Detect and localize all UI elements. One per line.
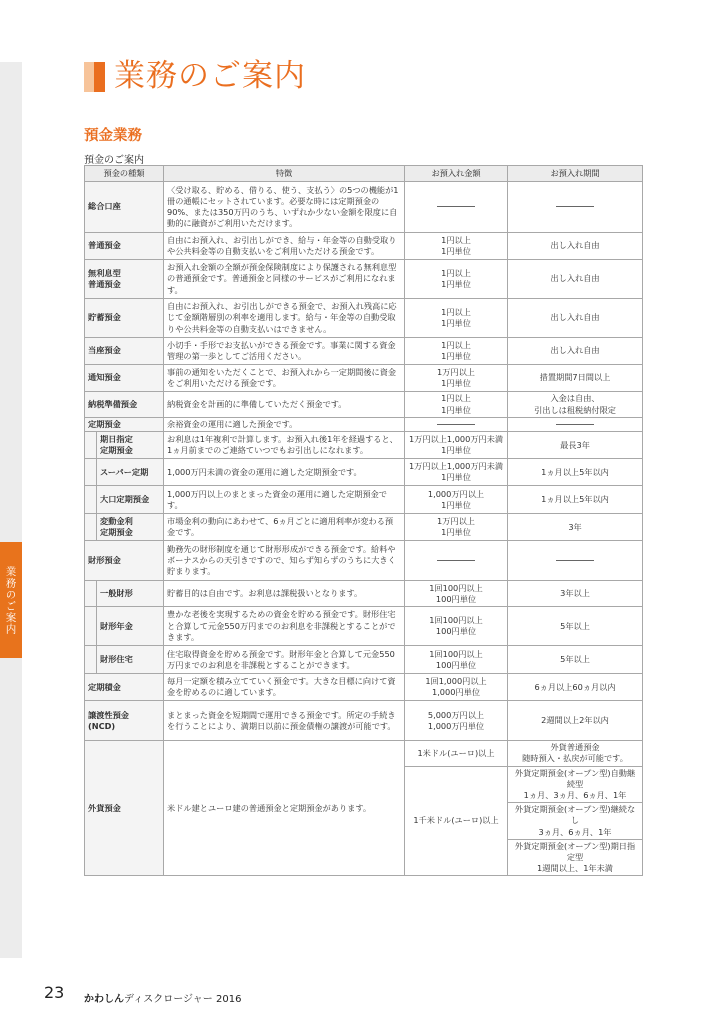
row-period: 外貨普通預金 随時預入・払戻が可能です。	[508, 741, 643, 766]
row-period-dash	[508, 418, 643, 432]
row-period-dash	[508, 541, 643, 581]
row-name: 財形住宅	[97, 646, 164, 674]
row-period: 6ヵ月以上60ヵ月以内	[508, 674, 643, 701]
title-accent-light	[84, 62, 94, 92]
header-period: お預入れ期間	[508, 166, 643, 182]
row-amount: 1万円以上 1円単位	[405, 514, 508, 541]
page-number: 23	[44, 983, 65, 1002]
row-period: 1ヵ月以上5年以内	[508, 486, 643, 514]
table-row	[85, 701, 643, 741]
indent-cell	[85, 459, 97, 486]
dash-mark	[556, 206, 594, 207]
row-feature: 自由にお預入れ、お引出しができる預金で、お預入れ残高に応じて金額階層別の利率を適用します。給与・年金等の自動受取りや公共料金等の自動支払いはできません。	[164, 299, 405, 338]
dash-mark	[556, 424, 594, 425]
row-name: 一般財形	[97, 581, 164, 607]
row-amount: 5,000万円以上 1,000万円単位	[405, 701, 508, 741]
indent-cell	[85, 646, 97, 674]
row-amount: 1回100円以上 100円単位	[405, 607, 508, 646]
row-amount: 1円以上 1円単位	[405, 260, 508, 299]
row-feature: 勤務先の財形制度を通じて財形形成ができる預金です。給料やボーナスからの天引きですので、知らず知らずのうちに大きく貯まります。	[164, 541, 405, 581]
header-amount: お預入れ金額	[405, 166, 508, 182]
row-period: 3年以上	[508, 581, 643, 607]
row-feature: 〈受け取る、貯める、借りる、使う、支払う〉の5つの機能が1冊の通帳にセットされています。必要な時には定期預金の90%、または350万円のうち、いずれか少ない金額を限度に自動的に融資がご利用いただけます。	[164, 182, 405, 233]
table-row	[85, 338, 643, 365]
row-feature: 市場金利の動向にあわせて、6ヵ月ごとに適用利率が変わる預金です。	[164, 514, 405, 541]
title-accent-dark	[94, 62, 105, 92]
dash-mark	[437, 560, 475, 561]
side-strip-bottom	[0, 658, 22, 958]
row-amount: 1,000万円以上 1円単位	[405, 486, 508, 514]
row-feature: 事前の通知をいただくことで、お預入れから一定期間後に資金をご利用いただける預金です。	[164, 365, 405, 392]
row-name: 当座預金	[85, 338, 164, 365]
row-name: 定期預金	[85, 418, 164, 432]
row-name: 変動金利 定期預金	[97, 514, 164, 541]
row-period: 1ヵ月以上5年以内	[508, 459, 643, 486]
row-feature: 1,000万円以上のまとまった資金の運用に適した定期預金です。	[164, 486, 405, 514]
row-name: 外貨預金	[85, 741, 164, 876]
row-name: 期日指定 定期預金	[97, 432, 164, 459]
row-feature: まとまった資金を短期間で運用できる預金です。所定の手続きを行うことにより、満期日以前に預金債権の譲渡が可能です。	[164, 701, 405, 741]
indent-cell	[85, 581, 97, 607]
table-row	[85, 581, 643, 607]
table-row	[85, 486, 643, 514]
table-caption: 預金のご案内	[84, 155, 144, 166]
table-row	[85, 299, 643, 338]
header-feature: 特徴	[164, 166, 405, 182]
table-row	[85, 365, 643, 392]
indent-cell	[85, 432, 97, 459]
row-period: 措置期間7日間以上	[508, 365, 643, 392]
row-amount: 1回100円以上 100円単位	[405, 581, 508, 607]
row-feature: 小切手・手形でお支払いができる預金です。事業に関する資金管理の第一歩としてご活用ください。	[164, 338, 405, 365]
footer-brand	[84, 990, 241, 1005]
dash-mark	[437, 206, 475, 207]
row-feature: 毎月一定額を積み立てていく預金です。大きな目標に向けて資金を貯めるのに適しています。	[164, 674, 405, 701]
dash-mark	[437, 424, 475, 425]
row-period: 出し入れ自由	[508, 233, 643, 260]
row-amount: 1万円以上1,000万円未満 1円単位	[405, 459, 508, 486]
row-feature: 豊かな老後を実現するための資金を貯める預金です。財形住宅と合算して元金550万円までのお利息を非課税とすることができます。	[164, 607, 405, 646]
row-amount-dash	[405, 182, 508, 233]
row-name: 財形預金	[85, 541, 164, 581]
row-feature: 納税資金を計画的に準備していただく預金です。	[164, 392, 405, 418]
table-row	[85, 741, 643, 766]
row-period: 出し入れ自由	[508, 260, 643, 299]
dash-mark	[556, 560, 594, 561]
row-period-dash	[508, 182, 643, 233]
row-feature: 貯蓄目的は自由です。お利息は課税扱いとなります。	[164, 581, 405, 607]
table-row	[85, 674, 643, 701]
table-row	[85, 607, 643, 646]
header-kind: 預金の種類	[85, 166, 164, 182]
side-strip-top	[0, 62, 22, 542]
row-amount-dash	[405, 418, 508, 432]
row-name: 納税準備預金	[85, 392, 164, 418]
table-row	[85, 514, 643, 541]
row-period: 入金は自由、 引出しは租税納付限定	[508, 392, 643, 418]
deposit-table	[84, 165, 643, 876]
section-title: 預金業務	[84, 128, 142, 144]
row-name: 大口定期預金	[97, 486, 164, 514]
row-amount: 1回1,000円以上 1,000円単位	[405, 674, 508, 701]
row-amount: 1万円以上1,000万円未満 1円単位	[405, 432, 508, 459]
row-period: 外貨定期預金(オープン型)自動継続型 1ヵ月、3ヵ月、6ヵ月、1年	[508, 766, 643, 803]
row-amount: 1円以上 1円単位	[405, 233, 508, 260]
row-period: 5年以上	[508, 607, 643, 646]
row-period: 3年	[508, 514, 643, 541]
section-index-label: 業務のご案内	[4, 565, 17, 635]
indent-cell	[85, 607, 97, 646]
row-feature: 住宅取得資金を貯める預金です。財形年金と合算して元金550万円までのお利息を非課税とすることができます。	[164, 646, 405, 674]
row-feature: 米ドル建とユーロ建の普通預金と定期預金があります。	[164, 741, 405, 876]
row-feature: 余裕資金の運用に適した預金です。	[164, 418, 405, 432]
row-name: 無利息型 普通預金	[85, 260, 164, 299]
row-amount: 1回100円以上 100円単位	[405, 646, 508, 674]
table-row	[85, 233, 643, 260]
row-period: 外貨定期預金(オープン型)期日指定型 1週間以上、1年未満	[508, 839, 643, 876]
row-amount: 1千米ドル(ユーロ)以上	[405, 766, 508, 876]
table-row	[85, 418, 643, 432]
row-name: 普通預金	[85, 233, 164, 260]
table-row	[85, 541, 643, 581]
row-amount: 1万円以上 1円単位	[405, 365, 508, 392]
row-name: 譲渡性預金 (NCD)	[85, 701, 164, 741]
row-amount: 1円以上 1円単位	[405, 338, 508, 365]
table-header-row	[85, 166, 643, 182]
row-name: 通知預金	[85, 365, 164, 392]
indent-cell	[85, 486, 97, 514]
row-period: 最長3年	[508, 432, 643, 459]
table-row	[85, 432, 643, 459]
row-period: 2週間以上2年以内	[508, 701, 643, 741]
row-period: 外貨定期預金(オープン型)継続なし 3ヵ月、6ヵ月、1年	[508, 803, 643, 840]
table-row	[85, 182, 643, 233]
table-row	[85, 459, 643, 486]
row-amount: 1円以上 1円単位	[405, 392, 508, 418]
row-period: 出し入れ自由	[508, 299, 643, 338]
row-name: スーパー定期	[97, 459, 164, 486]
row-period: 出し入れ自由	[508, 338, 643, 365]
row-amount: 1円以上 1円単位	[405, 299, 508, 338]
row-period: 5年以上	[508, 646, 643, 674]
row-amount-dash	[405, 541, 508, 581]
row-feature: お利息は1年複利で計算します。お預入れ後1年を経過すると、1ヵ月前までのご連絡ていつでもお引出しになれます。	[164, 432, 405, 459]
indent-cell	[85, 514, 97, 541]
table-row	[85, 260, 643, 299]
row-name: 貯蓄預金	[85, 299, 164, 338]
page-title: 業務のご案内	[114, 58, 306, 94]
row-amount: 1米ドル(ユーロ)以上	[405, 741, 508, 766]
row-feature: 1,000万円未満の資金の運用に適した定期預金です。	[164, 459, 405, 486]
table-row	[85, 646, 643, 674]
brand-name: かわしん	[84, 994, 124, 1005]
row-name: 財形年金	[97, 607, 164, 646]
brand-subtitle: ディスクロージャー 2016	[124, 994, 242, 1005]
row-feature: お預入れ金額の全額が預金保険制度により保護される無利息型の普通預金です。普通預金と同様のサービスがご利用になれます。	[164, 260, 405, 299]
row-name: 総合口座	[85, 182, 164, 233]
table-row	[85, 392, 643, 418]
row-feature: 自由にお預入れ、お引出しができ、給与・年金等の自動受取りや公共料金等の自動支払いをご利用いただける預金です。	[164, 233, 405, 260]
row-name: 定期積金	[85, 674, 164, 701]
